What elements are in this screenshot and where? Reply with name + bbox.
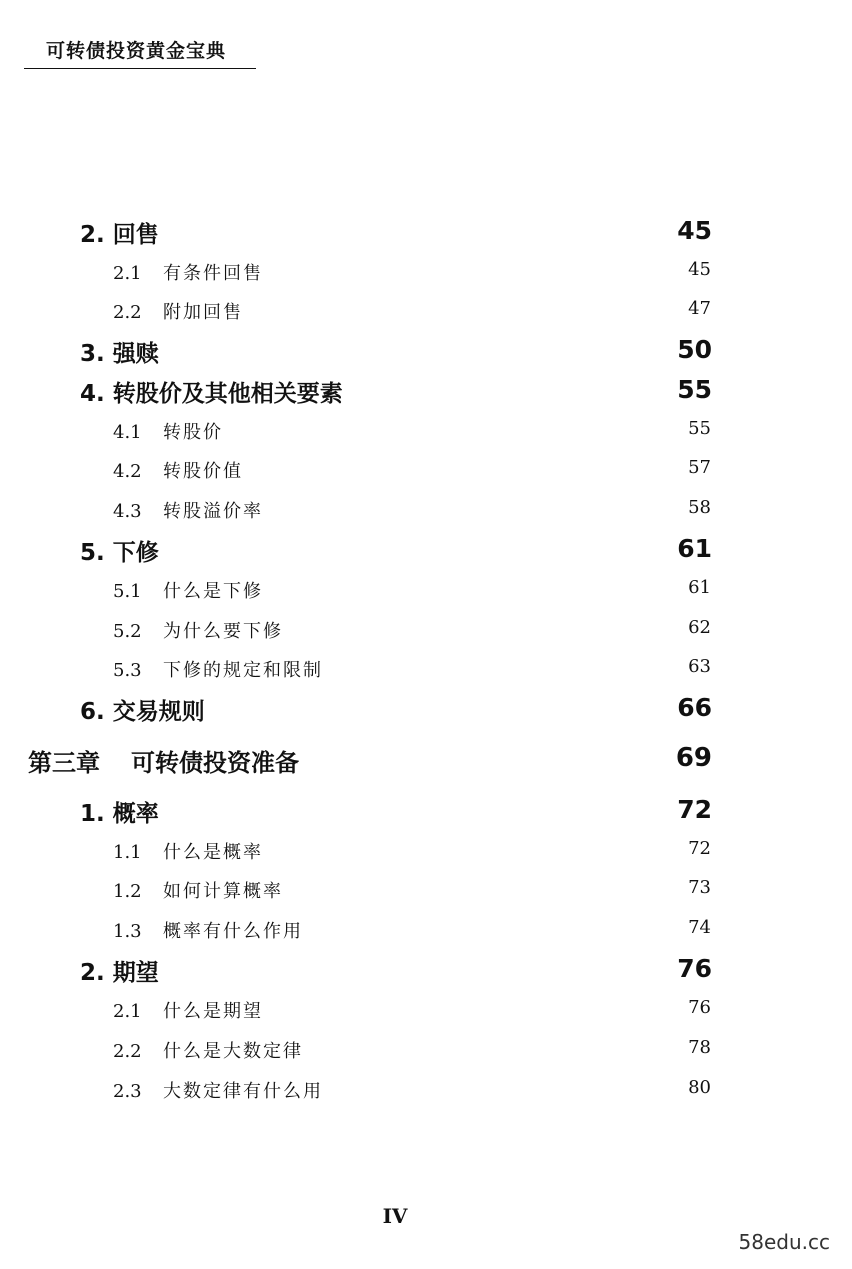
toc-entry-label: 下修: [112, 540, 159, 566]
toc-entry-label: 交易规则: [112, 699, 205, 725]
toc-entry-number: 5.1: [113, 581, 142, 602]
toc-entry-title: [113, 1037, 303, 1063]
toc-entry-title: [113, 617, 283, 643]
toc-entry-label: 下修的规定和限制: [163, 660, 323, 681]
toc-entry-label: 转股价: [163, 422, 223, 443]
toc-entry-label: 有条件回售: [163, 263, 263, 284]
toc-entry-number: 4.2: [113, 461, 142, 482]
toc-entry-title: [113, 877, 283, 903]
toc-entry-title: [113, 997, 263, 1023]
toc-entry-page: 47: [688, 298, 711, 319]
toc-entry-page: 73: [688, 877, 711, 898]
toc-entry-number: 2.2: [113, 1041, 142, 1062]
toc-entry-label: 概率有什么作用: [163, 921, 303, 942]
toc-entry-number: 3.: [80, 341, 105, 367]
toc-entry-number: 2.2: [113, 302, 142, 323]
toc-entry-label: 如何计算概率: [163, 881, 283, 902]
watermark-text: 58edu.cc: [738, 1230, 830, 1254]
toc-entry-page: 62: [688, 617, 711, 638]
toc-entry-label: 什么是概率: [163, 842, 263, 863]
toc-entry-page: 55: [677, 375, 712, 404]
page-folio: IV: [382, 1204, 408, 1228]
toc-entry-page: 58: [688, 497, 711, 518]
toc-entry-label: 转股价值: [163, 461, 243, 482]
toc-entry-page: 61: [688, 577, 711, 598]
toc-entry-label: 什么是期望: [163, 1001, 263, 1022]
toc-entry-title: [28, 743, 299, 778]
toc-chapter-label: 可转债投资准备: [131, 749, 299, 777]
toc-entry-label: 为什么要下修: [163, 621, 283, 642]
toc-entry-page: 50: [677, 335, 712, 364]
toc-entry-title: [113, 838, 263, 864]
toc-entry-title: [80, 795, 159, 828]
toc-entry-number: 2.: [80, 960, 105, 986]
header-rule: [24, 68, 256, 69]
toc-entry-title: [80, 335, 159, 368]
toc-entry-page: 69: [675, 743, 712, 773]
toc-entry-title: [113, 1077, 323, 1103]
toc-entry-title: [80, 534, 159, 567]
toc-entry-title: [113, 298, 243, 324]
toc-entry-page: 72: [688, 838, 711, 859]
toc-entry-page: 61: [677, 534, 712, 563]
toc-entry-page: 55: [688, 418, 711, 439]
toc-entry-page: 45: [688, 259, 711, 280]
toc-entry-title: [113, 497, 263, 523]
toc-entry-page: 45: [677, 216, 712, 245]
toc-entry-page: 76: [688, 997, 711, 1018]
toc-entry-number: 4.: [80, 381, 105, 407]
toc-entry-page: 63: [688, 656, 711, 677]
toc-entry-number: 5.: [80, 540, 105, 566]
toc-entry-title: [80, 375, 343, 408]
toc-entry-number: 4.3: [113, 501, 142, 522]
toc-entry-number: 5.2: [113, 621, 142, 642]
toc-entry-label: 什么是下修: [163, 581, 263, 602]
toc-entry-label: 期望: [112, 960, 159, 986]
toc-entry-number: 2.: [80, 222, 105, 248]
toc-entry-title: [113, 259, 263, 285]
toc-entry-title: [113, 917, 303, 943]
toc-entry-number: 2.3: [113, 1081, 142, 1102]
toc-entry-number: 6.: [80, 699, 105, 725]
toc-entry-number: 1.3: [113, 921, 142, 942]
toc-entry-label: 什么是大数定律: [163, 1041, 303, 1062]
toc-entry-number: 2.1: [113, 263, 142, 284]
running-head-title: 可转债投资黄金宝典: [46, 40, 227, 62]
toc-entry-title: [113, 656, 323, 682]
toc-entry-label: 大数定律有什么用: [163, 1081, 323, 1102]
toc-entry-number: 5.3: [113, 660, 142, 681]
toc-entry-label: 概率: [112, 801, 159, 827]
toc-entry-number: 2.1: [113, 1001, 142, 1022]
toc-entry-page: 57: [688, 457, 711, 478]
toc-entry-title: [113, 577, 263, 603]
toc-entry-title: [80, 954, 159, 987]
toc-entry-label: 强赎: [112, 341, 159, 367]
toc-entry-page: 80: [688, 1077, 711, 1098]
toc-entry-page: 66: [677, 693, 712, 722]
toc-entry-number: 1.: [80, 801, 105, 827]
toc-entry-title: [113, 418, 223, 444]
toc-entry-page: 72: [677, 795, 712, 824]
toc-entry-number: 4.1: [113, 422, 142, 443]
toc-entry-title: [113, 457, 243, 483]
toc-entry-number: 1.2: [113, 881, 142, 902]
toc-entry-page: 78: [688, 1037, 711, 1058]
toc-entry-label: 回售: [112, 222, 159, 248]
toc-entry-page: 76: [677, 954, 712, 983]
toc-entry-number: 1.1: [113, 842, 142, 863]
toc-chapter-number: 第三章: [28, 749, 100, 777]
toc-entry-label: 转股溢价率: [163, 501, 263, 522]
toc-entry-label: 附加回售: [163, 302, 243, 323]
toc-entry-title: [80, 693, 205, 726]
toc-entry-title: [80, 216, 159, 249]
toc-entry-label: 转股价及其他相关要素: [112, 381, 343, 407]
toc-entry-page: 74: [688, 917, 711, 938]
